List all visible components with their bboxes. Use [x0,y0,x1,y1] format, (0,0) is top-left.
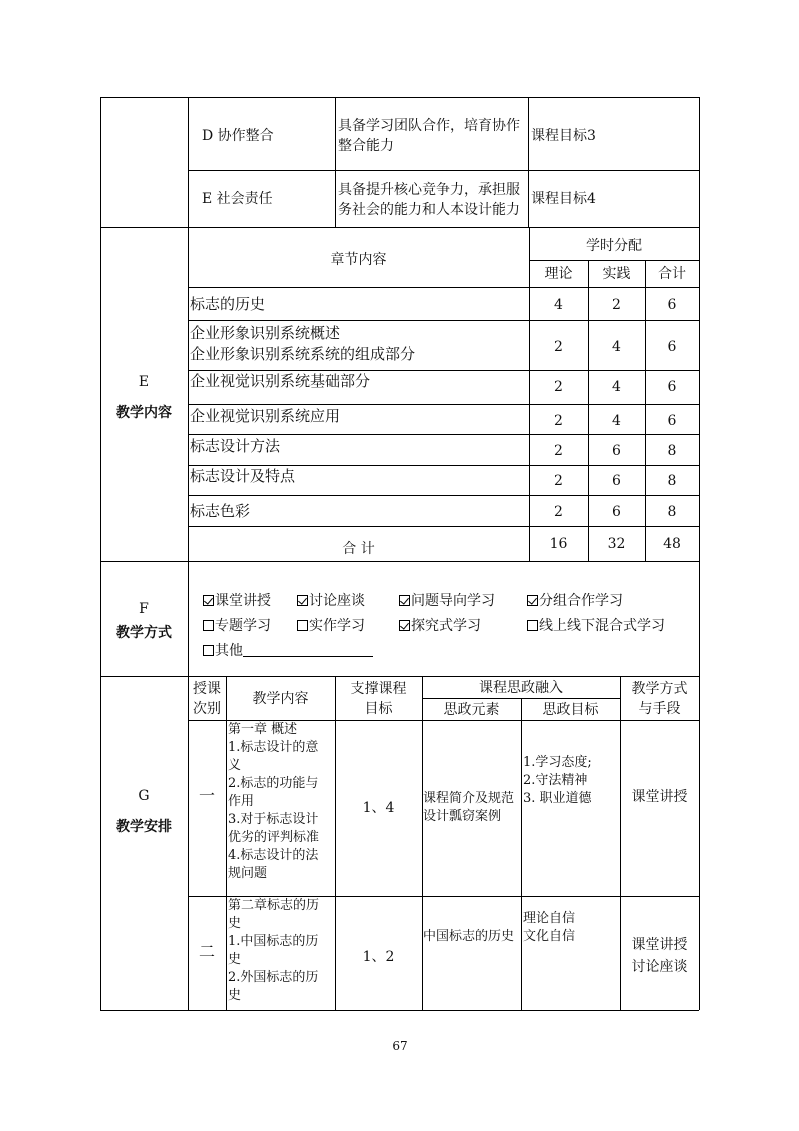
content-line: 1.标志设计的意 [228,740,319,755]
theory-row-1: 4 [554,297,563,313]
method-option-5[interactable]: 专题学习 [203,617,271,635]
header-theory: 理论 [544,266,573,282]
section-f-title: 教学方式 [116,625,172,641]
practice-row-3: 4 [612,379,621,395]
goals-line: 3. 职业道德 [523,791,592,806]
ability-d: D 协作整合 [202,128,274,144]
target-d: 课程目标3 [531,128,596,144]
section-e-title: 教学内容 [116,405,172,421]
theory-row-6: 2 [554,473,563,489]
sum-total: 48 [663,536,681,552]
elements-1 [423,790,521,826]
method-line: 讨论座谈 [631,959,688,975]
content-line: 优劣的评判标准 [228,830,320,845]
method-option-6[interactable]: 实作学习 [297,617,365,635]
header-session-1: 授课 [193,681,221,697]
target-2: 1、2 [362,949,395,965]
session-2: 二 [198,942,215,961]
chapter-row-1: 标志的历史 [190,295,266,313]
section-g-title: 教学安排 [116,819,172,835]
content-line: 作用 [228,794,255,809]
elements-line: 课程简介及规范 [423,791,515,806]
method-option-2[interactable]: 讨论座谈 [297,592,365,610]
total-row-2: 6 [667,339,677,355]
checkbox-checked-icon[interactable] [527,595,538,606]
total-row-3: 6 [667,379,677,395]
checkbox-checked-icon[interactable] [297,595,308,606]
goals-line: 2.守法精神 [523,773,588,788]
checkbox-checked-icon[interactable] [203,595,214,606]
method-1: 课堂讲授 [631,789,688,805]
chapter-row-2-line2: 企业形象识别系统系统的组成部分 [190,345,416,363]
requirement-e-line2: 务社会的能力和人本设计能力 [338,202,520,218]
header-method-2: 与手段 [638,701,681,717]
total-row-1: 6 [667,297,677,313]
total-row-5: 8 [667,443,677,459]
header-target-2: 目标 [364,701,393,717]
sum-theory: 16 [549,536,568,552]
content-line: 3.对于标志设计 [228,812,319,827]
target-e: 课程目标4 [531,191,596,207]
checkbox-checked-icon[interactable] [399,620,410,631]
practice-row-4: 4 [612,413,621,429]
goals-2 [523,910,620,946]
header-goals: 思政目标 [542,702,599,718]
header-total: 合计 [658,266,686,282]
checkbox-empty-icon[interactable] [297,620,308,631]
goals-1 [523,754,620,808]
checkbox-checked-icon[interactable] [399,595,410,606]
requirement-d-line1: 具备学习团队合作，培育协作 [338,118,520,134]
page-number: 67 [392,1039,408,1053]
practice-row-1: 2 [612,297,621,313]
content-line: 1.中国标志的历 [228,934,319,949]
header-practice: 实践 [602,266,631,282]
total-row-4: 6 [667,413,677,429]
method-line: 课堂讲授 [631,937,688,953]
theory-row-2: 2 [554,339,563,355]
schedule-content-1 [228,721,334,883]
target-1: 1、4 [362,800,395,816]
checkbox-empty-icon[interactable] [203,620,214,631]
header-chapter: 章节内容 [330,252,387,268]
theory-row-7: 2 [554,504,563,520]
section-g-letter: G [138,788,150,804]
elements-2: 中国标志的历史 [423,929,515,944]
theory-row-3: 2 [554,379,563,395]
requirement-e-line1: 具备提升核心竞争力，承担服 [338,182,520,198]
chapter-row-3: 企业视觉识别系统基础部分 [190,372,371,390]
header-content: 教学内容 [252,691,309,707]
checkbox-empty-icon[interactable] [203,645,214,656]
method-2 [620,934,699,978]
practice-row-5: 6 [612,443,621,459]
total-row-6: 8 [667,473,677,489]
elements-line: 设计瓢窃案例 [423,809,502,824]
sum-label: 合 计 [342,541,375,557]
content-line: 义 [228,758,242,773]
header-elements: 思政元素 [443,702,500,718]
other-blank-line[interactable] [243,644,373,657]
theory-row-4: 2 [554,413,563,429]
content-line: 史 [228,988,242,1003]
header-ideology: 课程思政融入 [479,680,563,696]
header-method-1: 教学方式 [631,681,688,697]
chapter-row-6: 标志设计及特点 [190,467,296,485]
method-option-9[interactable]: 其他 [203,642,373,660]
ability-e: E 社会责任 [202,191,273,207]
requirement-d-line2: 整合能力 [338,138,394,154]
practice-row-6: 6 [612,473,621,489]
total-row-7: 8 [667,504,677,520]
content-line: 史 [228,916,242,931]
header-hours: 学时分配 [586,238,642,254]
content-line: 第一章 概述 [228,722,298,737]
goals-line: 1.学习态度; [523,755,592,770]
method-option-7[interactable]: 探究式学习 [399,617,481,635]
content-line: 2.外国标志的历 [228,970,319,985]
header-target-1: 支撑课程 [350,681,407,697]
schedule-content-2 [228,897,334,1005]
content-line: 4.标志设计的法 [228,848,319,863]
checkbox-empty-icon[interactable] [527,620,538,631]
practice-row-2: 4 [612,339,621,355]
session-1: 一 [198,786,215,805]
method-option-8[interactable]: 线上线下混合式学习 [527,617,665,635]
header-session-2: 次别 [193,701,221,717]
method-option-1[interactable]: 课堂讲授 [203,592,271,610]
section-e-letter: E [138,374,150,390]
method-option-4[interactable]: 分组合作学习 [527,592,623,610]
section-f-letter: F [139,601,149,617]
method-option-3[interactable]: 问题导向学习 [399,592,495,610]
content-line: 规问题 [228,866,268,881]
sum-practice: 32 [607,536,626,552]
content-line: 2.标志的功能与 [228,776,319,791]
chapter-row-2-line1: 企业形象识别系统概述 [190,324,341,342]
goals-line: 文化自信 [523,929,576,944]
content-line: 史 [228,952,242,967]
chapter-row-5: 标志设计方法 [190,437,281,455]
chapter-row-7: 标志色彩 [190,502,251,520]
theory-row-5: 2 [554,443,563,459]
practice-row-7: 6 [612,504,621,520]
chapter-row-4: 企业视觉识别系统应用 [190,407,341,425]
goals-line: 理论自信 [523,911,576,926]
content-line: 第二章标志的历 [228,898,320,913]
